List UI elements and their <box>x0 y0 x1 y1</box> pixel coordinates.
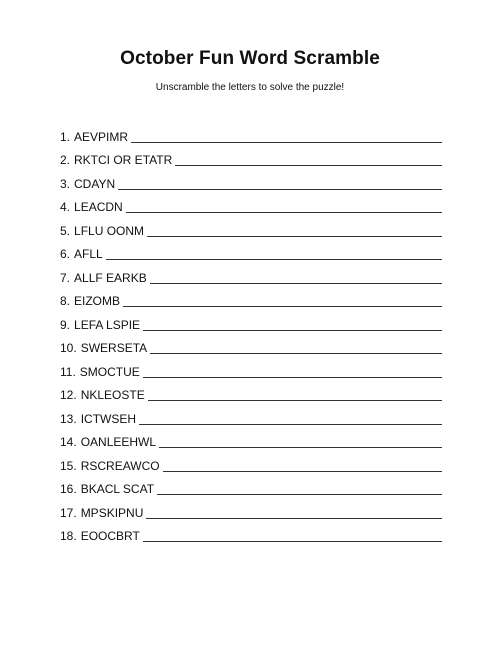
answer-line[interactable] <box>123 306 442 307</box>
item-number: 18. <box>60 529 77 543</box>
item-number: 3. <box>60 176 71 191</box>
answer-line[interactable] <box>146 518 442 519</box>
scrambled-word: NKLEOSTE <box>80 388 145 402</box>
item-number: 1. <box>60 129 71 144</box>
answer-line[interactable] <box>147 236 442 237</box>
answer-line[interactable] <box>163 471 442 472</box>
scramble-item <box>60 379 442 403</box>
item-number: 5. <box>60 223 71 238</box>
scramble-item <box>60 120 442 144</box>
scramble-item <box>60 402 442 426</box>
scramble-item <box>60 261 442 285</box>
scrambled-word: MPSKIPNU <box>80 505 144 520</box>
answer-line[interactable] <box>106 259 442 260</box>
page-title: October Fun Word Scramble <box>120 48 380 69</box>
item-number: 9. <box>60 317 71 332</box>
scramble-item <box>60 426 442 450</box>
scrambled-word: OANLEEHWL <box>80 435 157 449</box>
scrambled-word: RSCREAWCO <box>80 458 160 473</box>
item-number: 14. <box>60 435 77 449</box>
scramble-item <box>60 332 442 356</box>
scrambled-word: EIZOMB <box>74 294 121 308</box>
scrambled-word: LFLU OONM <box>74 223 145 238</box>
answer-line[interactable] <box>143 377 442 378</box>
scramble-item <box>60 214 442 238</box>
scramble-item <box>60 520 442 544</box>
page-subtitle: Unscramble the letters to solve the puzzle! <box>155 82 345 93</box>
scramble-item <box>60 238 442 262</box>
answer-line[interactable] <box>143 541 442 542</box>
answer-line[interactable] <box>157 494 442 495</box>
scrambled-word: ALLF EARKB <box>74 270 147 285</box>
scrambled-word: SMOCTUE <box>79 364 140 379</box>
scramble-item <box>60 144 442 168</box>
scrambled-word: LEFA LSPIE <box>74 317 141 332</box>
scramble-item <box>60 167 442 191</box>
item-number: 15. <box>60 458 77 473</box>
answer-line[interactable] <box>126 212 442 213</box>
scramble-item <box>60 285 442 309</box>
item-number: 2. <box>60 153 71 167</box>
scramble-item <box>60 191 442 215</box>
item-number: 11. <box>60 364 76 379</box>
scrambled-word: AFLL <box>74 247 103 261</box>
scrambled-word: ICTWSEH <box>80 411 137 426</box>
scrambled-word: LEACDN <box>74 200 123 214</box>
item-number: 17. <box>60 505 77 520</box>
scramble-item <box>60 473 442 497</box>
answer-line[interactable] <box>139 424 442 425</box>
item-number: 4. <box>60 200 71 214</box>
scramble-item <box>60 308 442 332</box>
scrambled-word: BKACL SCAT <box>80 482 155 496</box>
item-number: 6. <box>60 247 71 261</box>
item-number: 7. <box>60 270 71 285</box>
scrambled-word: AEVPIMR <box>74 129 129 144</box>
scrambled-word: RKTCI OR ETATR <box>74 153 173 167</box>
scrambled-word: EOOCBRT <box>80 529 140 543</box>
answer-line[interactable] <box>175 165 442 166</box>
answer-line[interactable] <box>159 447 442 448</box>
scramble-item <box>60 355 442 379</box>
answer-line[interactable] <box>131 142 442 143</box>
item-number: 10. <box>60 341 77 355</box>
answer-line[interactable] <box>148 400 442 401</box>
scramble-item <box>60 449 442 473</box>
answer-line[interactable] <box>118 189 442 190</box>
answer-line[interactable] <box>150 353 442 354</box>
item-number: 8. <box>60 294 71 308</box>
scramble-item <box>60 496 442 520</box>
answer-line[interactable] <box>143 330 442 331</box>
answer-line[interactable] <box>150 283 442 284</box>
scramble-list <box>60 120 442 543</box>
item-number: 16. <box>60 482 77 496</box>
item-number: 12. <box>60 388 77 402</box>
scrambled-word: CDAYN <box>74 176 116 191</box>
item-number: 13. <box>60 411 77 426</box>
scrambled-word: SWERSETA <box>80 341 148 355</box>
